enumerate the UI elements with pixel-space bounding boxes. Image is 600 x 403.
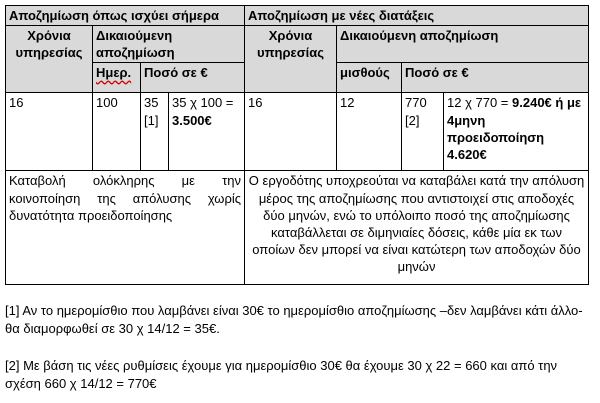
current-calc-text: 35 χ 100 = xyxy=(172,95,234,111)
new-calc-text: 12 χ 770 = xyxy=(447,95,513,111)
new-amount-number: 770 xyxy=(405,95,427,111)
current-sub-amount: Ποσό σε € xyxy=(141,63,245,93)
current-payment-terms: Καταβολή ολόκληρης με την κοινοποίηση της απόλυσης χωρίς δυνατότητα προειδοποίησης xyxy=(6,171,245,285)
current-days-value: 100 xyxy=(93,93,141,171)
new-payment-terms: Ο εργοδότης υποχρεούται να καταβάλει κατά την απόλυση μέρος της αποζημίωσης που αντιστοιχεί στις αποδοχές δύο μηνών, ενώ το υπόλοιπο ποσό της αποζημίωσης καταβάλλεται σε διμηνιαίες δόσεις, κάθε μία εκ των οποίων δεν μπορεί να είναι κατώτερη των αποδοχών δύο μηνών xyxy=(245,171,589,285)
new-col-years: Χρόνια υπηρεσίας xyxy=(245,26,337,93)
new-amount-footnote-ref: [2] xyxy=(405,112,420,128)
current-amount-number: 35 xyxy=(144,95,159,111)
current-sub-days: Ημερ. xyxy=(93,63,141,93)
current-section-title: Αποζημίωση όπως ισχύει σήμερα xyxy=(6,6,245,26)
new-salaries-value: 12 xyxy=(337,93,402,171)
current-calc xyxy=(169,93,245,171)
new-sub-salaries: μισθούς xyxy=(337,63,402,93)
new-calc-result: 9.240€ ή με 4μηνη προειδοποίηση 4.620€ xyxy=(447,95,582,162)
new-amount-value xyxy=(402,93,444,171)
current-amount-value xyxy=(141,93,169,171)
footnote-1: [1] Αν το ημερομίσθιο που λαμβάνει είναι 30€ το ημερομίσθιο αποζημίωσης –δεν λαμβάνει κάτι άλλο- θα διαμορφωθεί σε 30 χ 14/12 = 35€. xyxy=(5,303,583,337)
current-col-entitled: Δικαιούμενη αποζημίωση xyxy=(93,26,245,63)
current-years-value: 16 xyxy=(6,93,93,171)
new-calc xyxy=(444,93,589,171)
new-years-value: 16 xyxy=(245,93,337,171)
current-calc-result: 3.500€ xyxy=(172,112,212,128)
new-col-entitled: Δικαιούμενη αποζημίωση xyxy=(337,26,589,63)
new-section-title: Αποζημίωση με νέες διατάξεις xyxy=(245,6,589,26)
current-col-years: Χρόνια υπηρεσίας xyxy=(6,26,93,93)
new-sub-amount: Ποσό σε € xyxy=(402,63,589,93)
footnote-2: [2] Με βάση τις νέες ρυθμίσεις έχουμε για ημερομίσθιο 30€ θα έχουμε 30 χ 22 = 660 και από την σχέση 660 χ 14/12 = 770€ xyxy=(5,358,558,392)
current-amount-footnote-ref: [1] xyxy=(144,112,159,128)
compensation-table xyxy=(5,5,589,285)
